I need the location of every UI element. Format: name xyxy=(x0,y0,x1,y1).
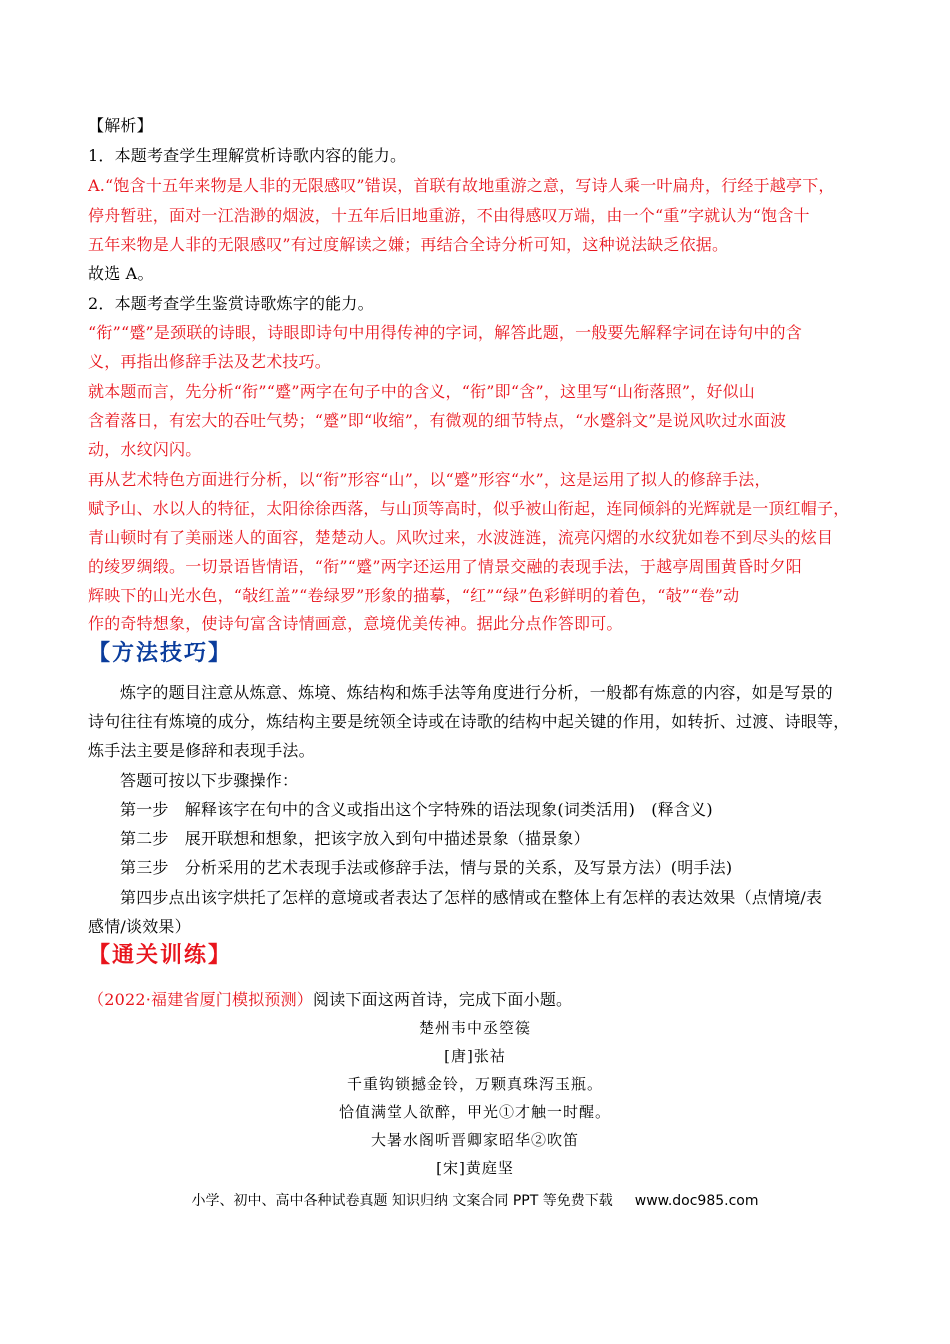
step-1: 第一步 解释该字在句中的含义或指出这个字特殊的语法现象(词类活用) (释含义) xyxy=(120,800,713,819)
q2-paragraph-line: 就本题而言，先分析“衔”“蹙”两字在句子中的含义，“衔”即“含”，这里写“山衔落照”，好似山 xyxy=(88,382,755,401)
training-prompt xyxy=(88,990,868,1010)
q2-title: 2．本题考查学生鉴赏诗歌炼字的能力。 xyxy=(88,294,374,313)
poem2-title: 大暑水阁听晋卿家昭华②吹笛 xyxy=(370,1131,579,1149)
training-instruction: 阅读下面这两首诗，完成下面小题。 xyxy=(313,990,573,1009)
q1-line: 停舟暂驻，面对一江浩渺的烟波，十五年后旧地重游，不由得感叹万端，由一个“重”字就认为“饱含十 xyxy=(88,206,810,225)
q2-paragraph-line: “衔”“蹙”是颈联的诗眼，诗眼即诗句中用得传神的字词，解答此题，一般要先解释字词在诗句中的含 xyxy=(88,323,802,342)
poem1-line: 恰值满堂人欲醉，甲光①才触一时醒。 xyxy=(338,1103,611,1121)
training-source: （2022·福建省厦门模拟预测） xyxy=(88,990,314,1009)
q1-line: A.“饱含十五年来物是人非的无限感叹”错误，首联有故地重游之意，写诗人乘一叶扁舟，行经于越亭下， xyxy=(88,176,835,195)
q1-title: 1．本题考查学生理解赏析诗歌内容的能力。 xyxy=(88,146,407,165)
footer-text: 小学、初中、高中各种试卷真题 知识归纳 文案合同 PPT 等免费下载 xyxy=(191,1193,613,1209)
q2-paragraph-line: 动，水纹闪闪。 xyxy=(88,440,202,459)
step-4-continued: 感情/谈效果） xyxy=(88,917,191,936)
methods-paragraph-line: 诗句往往有炼境的成分，炼结构主要是统领全诗或在诗歌的结构中起关键的作用，如转折、过渡、诗眼等， xyxy=(88,712,850,731)
methods-paragraph-line: 炼字的题目注意从炼意、炼境、炼结构和炼手法等角度进行分析，一般都有炼意的内容，如是写景的 xyxy=(120,683,833,702)
q2-paragraph-line: 辉映下的山光水色，“敧红盖”“卷绿罗”形象的描摹，“红”“绿”色彩鲜明的着色，“敧”“卷”动 xyxy=(88,586,740,605)
q2-paragraph-line: 赋予山、水以人的特征，太阳徐徐西落，与山顶等高时，似乎被山衔起，连同倾斜的光辉就是一顶红帽子， xyxy=(88,499,850,518)
methods-heading: 【方法技巧】 xyxy=(88,641,233,666)
q2-paragraph-line: 的绫罗绸缎。一切景语皆情语，“衔”“蹙”两字还运用了情景交融的表现手法，于越亭周围黄昏时夕阳 xyxy=(88,557,802,576)
page-footer xyxy=(0,1191,950,1211)
training-heading: 【通关训练】 xyxy=(88,943,233,968)
q2-paragraph-line: 义，再指出修辞手法及艺术技巧。 xyxy=(88,352,332,371)
footer-link[interactable]: www.doc985.com xyxy=(634,1193,759,1209)
poem2-author: [宋]黄庭坚 xyxy=(436,1159,514,1177)
poem1-line: 千重钩锁撼金铃，万颗真珠泻玉瓶。 xyxy=(346,1075,603,1093)
analysis-label: 【解析】 xyxy=(88,116,153,135)
q2-paragraph-line: 作的奇特想象，使诗句富含诗情画意，意境优美传神。据此分点作答即可。 xyxy=(88,614,623,633)
poem1-author: [唐]张祜 xyxy=(444,1047,506,1065)
step-4: 第四步点出该字烘托了怎样的意境或者表达了怎样的感情或在整体上有怎样的表达效果（点情境/表 xyxy=(120,888,823,907)
q2-paragraph-line: 青山顿时有了美丽迷人的面容，楚楚动人。风吹过来，水波涟涟，流亮闪熠的水纹犹如卷不到尽头的炫目 xyxy=(88,528,834,547)
methods-paragraph-line: 炼手法主要是修辞和表现手法。 xyxy=(88,741,315,760)
steps-intro: 答题可按以下步骤操作： xyxy=(120,771,299,790)
step-2: 第二步 展开联想和想象，把该字放入到句中描述景象（描景象） xyxy=(120,829,590,848)
q2-paragraph-line: 再从艺术特色方面进行分析，以“衔”形容“山”，以“蹙”形容“水”，这是运用了拟人的修辞手法， xyxy=(88,470,771,489)
poem1-title: 楚州韦中丞箜篌 xyxy=(418,1019,531,1037)
q1-answer: 故选 A。 xyxy=(88,264,154,283)
q1-line: 五年来物是人非的无限感叹”有过度解读之嫌；再结合全诗分析可知，这种说法缺乏依据。 xyxy=(88,235,729,254)
q2-paragraph-line: 含着落日，有宏大的吞吐气势；“蹙”即“收缩”，有微观的细节特点，“水蹙斜文”是说风吹过水面波 xyxy=(88,411,787,430)
step-3: 第三步 分析采用的艺术表现手法或修辞手法，情与景的关系，及写景方法）(明手法) xyxy=(120,858,733,877)
